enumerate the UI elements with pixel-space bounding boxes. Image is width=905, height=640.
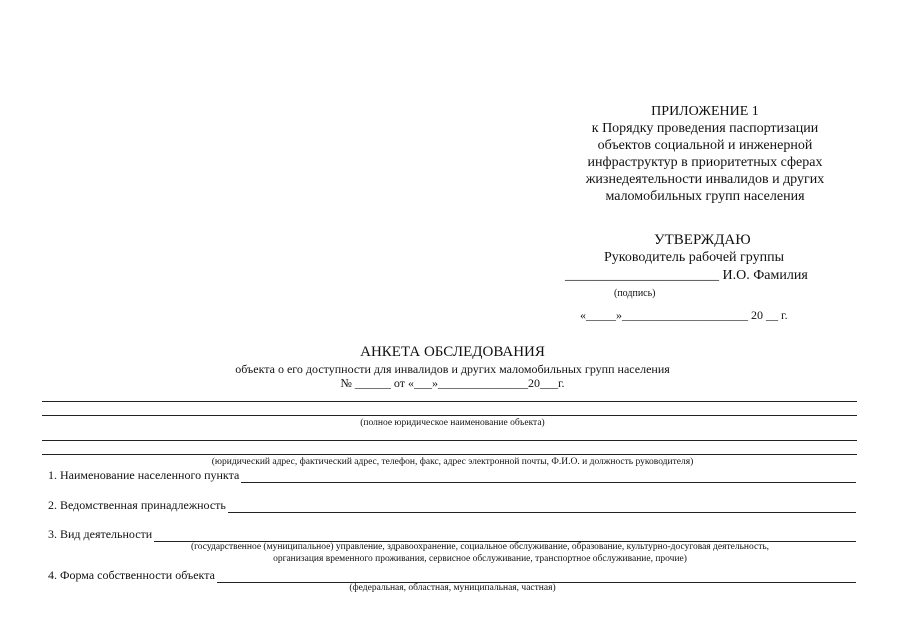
field-settlement-label: 1. Наименование населенного пункта bbox=[48, 468, 240, 482]
appendix-line: объектов социальной и инженерной bbox=[597, 138, 813, 153]
approve-name-line: ______________________ И.О. Фамилия bbox=[565, 268, 808, 283]
form-number-line: № ______ от «___»_______________20___г. bbox=[340, 376, 565, 390]
appendix-line: жизнедеятельности инвалидов и других bbox=[585, 172, 825, 187]
caption-ownership: (федеральная, областная, муниципальная, частная) bbox=[349, 583, 556, 593]
caption-object-name: (полное юридическое наименование объекта) bbox=[360, 418, 545, 428]
approve-position: Руководитель рабочей группы bbox=[604, 250, 784, 265]
field-department-input[interactable] bbox=[228, 500, 856, 513]
signature-caption: (подпись) bbox=[614, 288, 656, 299]
field-department-label: 2. Ведомственная принадлежность bbox=[48, 498, 226, 512]
appendix-line: к Порядку проведения паспортизации bbox=[591, 121, 819, 136]
field-settlement bbox=[48, 468, 856, 483]
appendix-title: ПРИЛОЖЕНИЕ 1 bbox=[651, 104, 759, 119]
form-title: АНКЕТА ОБСЛЕДОВАНИЯ bbox=[360, 344, 545, 360]
appendix-line: инфраструктур в приоритетных сферах bbox=[587, 155, 823, 170]
field-activity-input[interactable] bbox=[154, 529, 856, 542]
field-ownership-label: 4. Форма собственности объекта bbox=[48, 568, 215, 582]
caption-activity-1: (государственное (муниципальное) управление, здравоохранение, социальное обслуживание, образование, культурно-досуговая деятельность, bbox=[190, 542, 770, 552]
approve-date-line: «_____»_____________________ 20 __ г. bbox=[580, 308, 788, 322]
name-line-1[interactable] bbox=[42, 401, 857, 402]
field-activity-label: 3. Вид деятельности bbox=[48, 527, 153, 541]
field-ownership-input[interactable] bbox=[217, 570, 856, 583]
field-settlement-input[interactable] bbox=[241, 470, 856, 483]
appendix-block bbox=[560, 103, 850, 205]
field-ownership bbox=[48, 568, 856, 583]
caption-address: (юридический адрес, фактический адрес, телефон, факс, адрес электронной почты, Ф.И.О. и должность руководителя) bbox=[211, 457, 694, 467]
form-subtitle: объекта о его доступности для инвалидов и других маломобильных групп населения bbox=[235, 362, 670, 376]
address-line-2[interactable] bbox=[42, 454, 857, 455]
approve-title: УТВЕРЖДАЮ bbox=[654, 232, 751, 248]
name-line-2[interactable] bbox=[42, 415, 857, 416]
field-activity bbox=[48, 527, 856, 542]
address-line-1[interactable] bbox=[42, 440, 857, 441]
field-department bbox=[48, 498, 856, 513]
caption-activity-2: организация временного проживания, сервисное обслуживание, транспортное обслуживание, прочие) bbox=[273, 554, 687, 564]
appendix-line: маломобильных групп населения bbox=[605, 189, 805, 204]
